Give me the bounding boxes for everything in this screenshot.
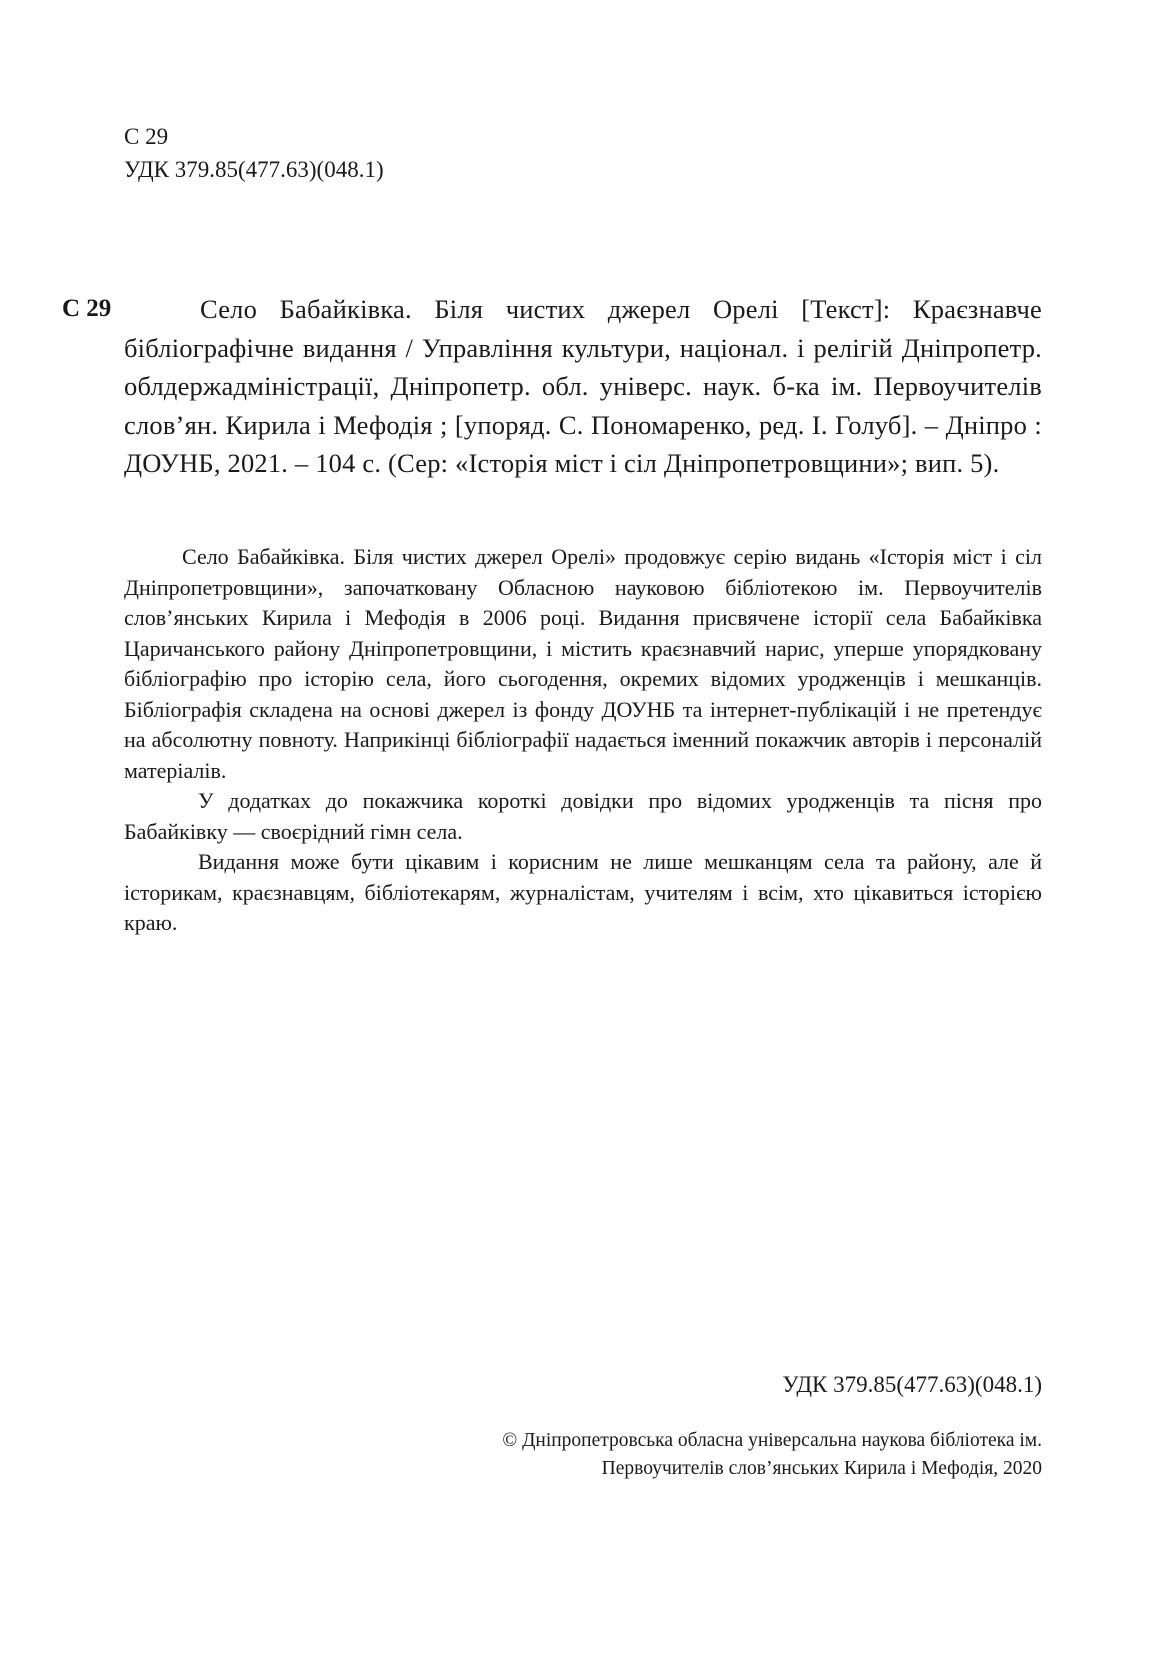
annotation-paragraph: Видання може бути цікавим і корисним не лише мешканцям села та району, але й історикам, краєзнавцям, бібліотекарям, журналістам, учителям і всім, хто цікавиться історією краю. bbox=[124, 849, 1042, 935]
bibliographic-description: Село Бабайківка. Біля чистих джерел Орелі [Текст]: Краєзнавче бібліографічне видання / Управління культури, націонал. і релігій Дніпропетр. облдержадміністрації, Дніпропетр. обл. універс. наук. б-ка ім. Первоучителів слов’ян. Кирила і Мефодія ; [упоряд. С. Пономаренко, ред. І. Голуб]. – Дніпро : ДОУНБ, 2021. – 104 с. (Сер: «Історія міст і сіл Дніпропетровщини»; вип. 5). bbox=[124, 294, 1042, 478]
author-sign: С 29 bbox=[124, 124, 169, 149]
annotation-paragraph: Село Бабайківка. Біля чистих джерел Орелі» продовжує серію видань «Історія міст і сіл Дніпропетровщини», започатковану Обласною науковою бібліотекою ім. Первоучителів слов’янських Кирила і Мефодія в 2006 році. Видання присвячене історії села Бабайківка Царичанського району Дніпропетровщини, і містить краєзнавчий нарис, уперше упорядковану бібліографію про історію села, його сьогодення, окремих відомих уродженців і мешканців. Бібліографія складена на основі джерел із фонду ДОУНБ та інтернет-публікацій і не претендує на абсолютну повноту. Наприкінці бібліографії надається іменний покажчик авторів і персоналій матеріалів. bbox=[124, 544, 1042, 783]
catalog-index-code: С 29 bbox=[62, 295, 112, 322]
udk-code-bottom: УДК 379.85(477.63)(048.1) bbox=[782, 1372, 1042, 1397]
copyright-line: © Дніпропетровська обласна універсальна наукова бібліотека ім. bbox=[502, 1430, 1042, 1451]
udk-code: УДК 379.85(477.63)(048.1) bbox=[124, 157, 384, 182]
annotation bbox=[124, 542, 1042, 939]
copyright-notice bbox=[342, 1427, 1042, 1483]
annotation-paragraph: У додатках до покажчика короткі довідки про відомих уродженців та пісня про Бабайківку — своєрідний гімн села. bbox=[124, 788, 1042, 844]
copyright-line: Первоучителів слов’янських Кирила і Мефодія, 2020 bbox=[601, 1458, 1042, 1479]
classification-codes bbox=[124, 120, 384, 186]
